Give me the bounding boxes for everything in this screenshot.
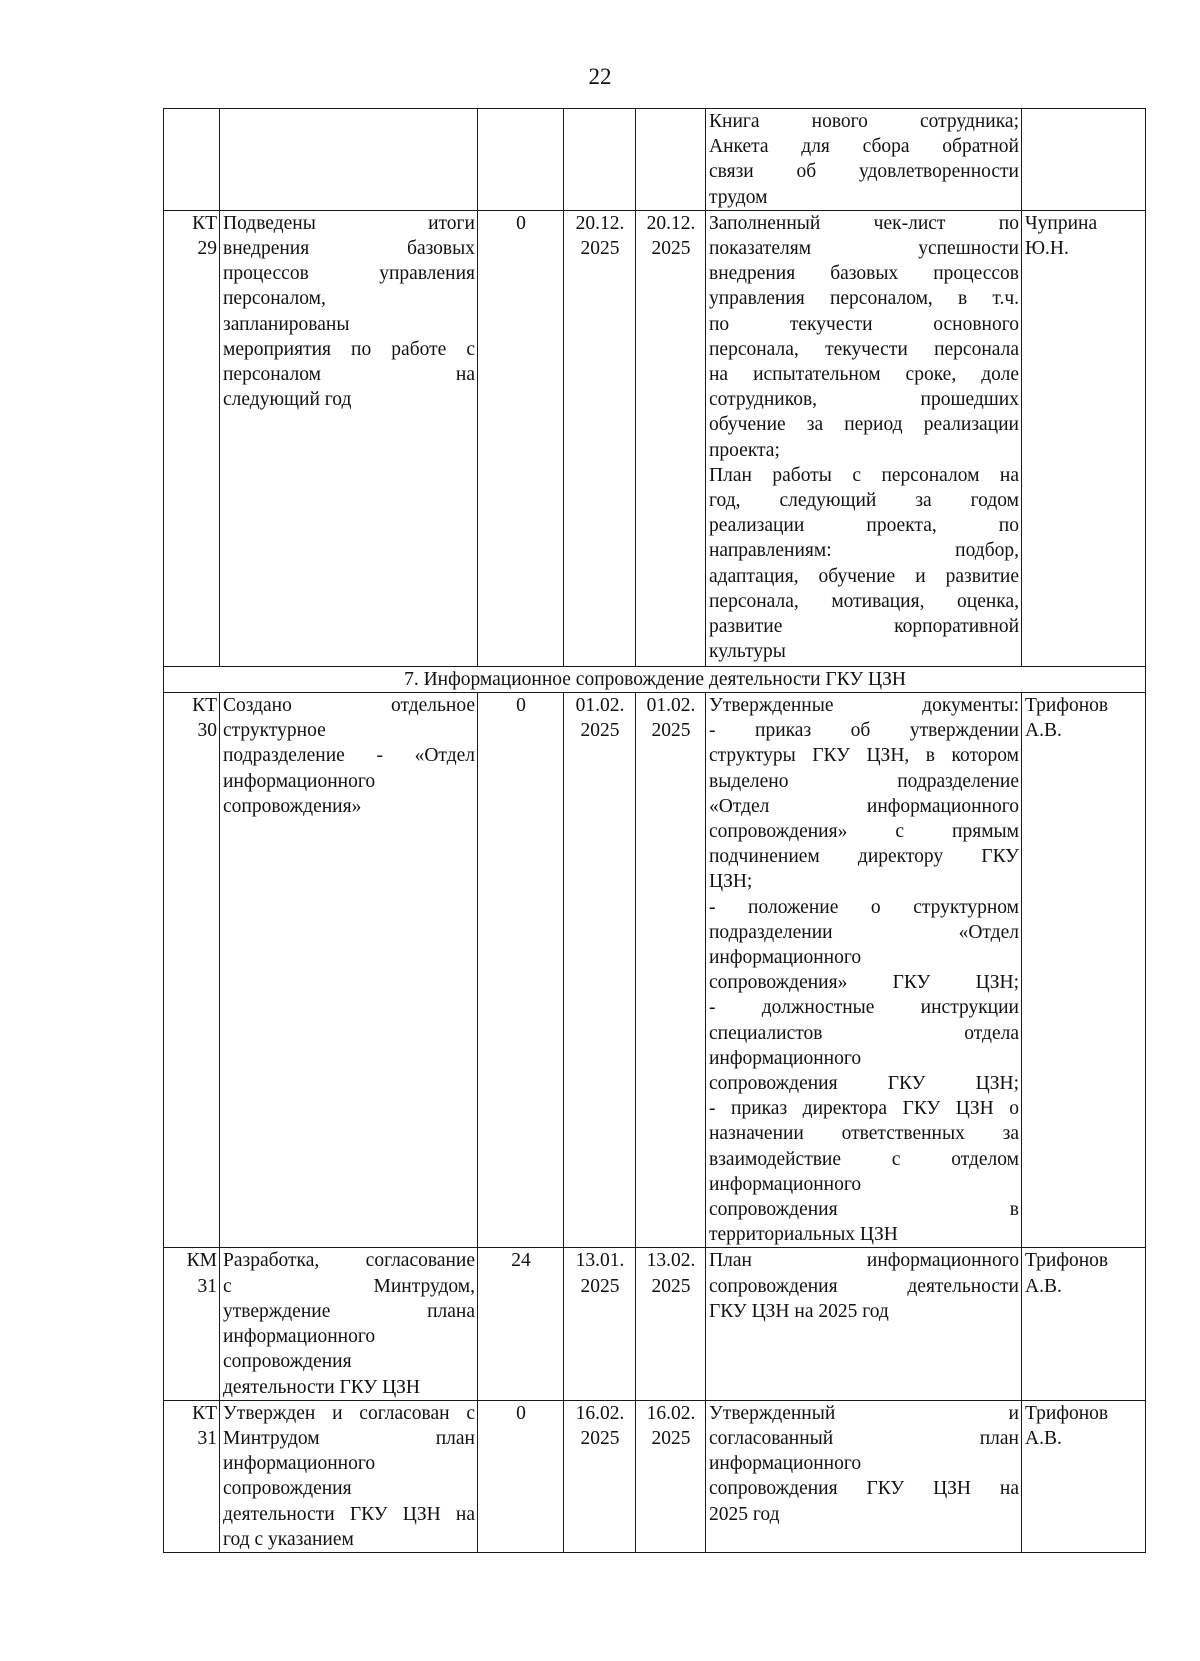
date-line: 01.02. [575,695,625,717]
result-line: внедрения базовых процессов [709,263,1019,285]
code-line: 30 [197,720,217,742]
date-line: 13.01. [575,1250,625,1272]
duration-cell: 0 [478,1400,564,1552]
name-line: с Минтрудом, [223,1275,475,1297]
result-line: управления персоналом, в т.ч. [709,288,1019,310]
result-line: подчинением директору ГКУ [709,846,1019,868]
result-line: персонала, текучести персонала [709,338,1019,360]
code-line: 29 [197,238,217,260]
end-date-cell [636,1248,706,1400]
table-row [164,109,1146,211]
result-line: специалистов отдела [709,1022,1019,1044]
date-line: 2025 [580,1275,620,1297]
code-cell [164,1248,220,1400]
result-line: показателям успешности [709,238,1019,260]
result-line: культуры [709,641,786,663]
responsible-line: Трифонов [1025,695,1109,717]
date-line: 16.02. [575,1402,625,1424]
result-line: План работы с персоналом на [709,464,1019,486]
name-line: сопровождения [223,1478,352,1500]
code-cell [164,693,220,1248]
page-number: 22 [588,64,612,89]
responsible-cell [1022,210,1146,666]
result-line: структуры ГКУ ЦЗН, в котором [709,745,1019,767]
table-row [164,1248,1146,1400]
code-line: КМ [186,1250,217,1272]
result-line: трудом [709,186,768,208]
code-line: КТ [192,212,217,234]
result-cell [706,693,1022,1248]
result-line: направлениям: подбор, [709,540,1019,562]
name-cell [220,1400,478,1552]
name-line: персоналом, [223,288,326,310]
result-line: связи об удовлетворенности [709,161,1019,183]
responsible-line: Ю.Н. [1025,238,1069,260]
duration-cell: 0 [478,693,564,1248]
start-date-cell [564,109,636,211]
duration-cell: 0 [478,210,564,666]
section-row [164,666,1146,692]
table-row [164,1400,1146,1552]
name-line: мероприятия по работе с [223,338,475,360]
plan-table [163,108,1146,1553]
result-line: ЦЗН; [709,871,753,893]
date-line: 2025 [651,1275,691,1297]
name-line: информационного [223,1453,376,1475]
code-line: КТ [192,1402,217,1424]
result-line: персонала, мотивация, оценка, [709,590,1019,612]
date-line: 2025 [580,238,620,260]
result-line: - приказ об утверждении [709,720,1019,742]
result-line: сопровождения деятельности [709,1275,1019,1297]
name-line: подразделение - «Отдел [223,745,475,767]
date-line: 20.12. [575,212,625,234]
result-line: информационного [709,1453,862,1475]
result-line: - положение о структурном [709,896,1019,918]
name-line: Утвержден и согласован с [223,1402,475,1424]
section-heading: 7. Информационное сопровождение деятельности ГКУ ЦЗН [164,666,1146,692]
name-cell [220,693,478,1248]
code-cell [164,1400,220,1552]
date-line: 2025 [651,720,691,742]
result-line: адаптация, обучение и развитие [709,565,1019,587]
start-date-cell [564,1248,636,1400]
name-line: внедрения базовых [223,238,475,260]
result-line: Анкета для сбора обратной [709,136,1019,158]
date-line: 01.02. [646,695,696,717]
responsible-cell [1022,693,1146,1248]
date-line: 2025 [651,238,691,260]
name-line: информационного [223,770,376,792]
code-line: 31 [197,1427,217,1449]
name-line: структурное [223,720,326,742]
responsible-line: Трифонов [1025,1250,1109,1272]
responsible-cell [1022,1248,1146,1400]
date-line: 13.02. [646,1250,696,1272]
end-date-cell [636,210,706,666]
result-cell [706,210,1022,666]
code-cell [164,210,220,666]
end-date-cell [636,1400,706,1552]
name-line: информационного [223,1326,376,1348]
responsible-line: Трифонов [1025,1402,1109,1424]
responsible-cell [1022,1400,1146,1552]
name-line: сопровождения [223,1351,352,1373]
date-line: 2025 [580,720,620,742]
name-line: Минтрудом план [223,1427,475,1449]
result-line: согласованный план [709,1427,1019,1449]
end-date-cell [636,693,706,1248]
result-line: сопровождения ГКУ ЦЗН; [709,1073,1019,1095]
responsible-line: А.В. [1025,1275,1062,1297]
result-line: ГКУ ЦЗН на 2025 год [709,1300,889,1322]
code-line: 31 [197,1275,217,1297]
name-line: деятельности ГКУ ЦЗН [223,1376,421,1398]
result-line: по текучести основного [709,313,1019,335]
result-cell [706,109,1022,211]
result-line: Заполненный чек-лист по [709,212,1019,234]
name-line: год с указанием [223,1528,354,1550]
result-line: развитие корпоративной [709,616,1019,638]
result-line: год, следующий за годом [709,490,1019,512]
responsible-line: А.В. [1025,720,1062,742]
start-date-cell [564,1400,636,1552]
result-cell [706,1248,1022,1400]
responsible-cell [1022,109,1146,211]
result-line: - приказ директора ГКУ ЦЗН о [709,1098,1019,1120]
result-line: выделено подразделение [709,770,1019,792]
result-line: Книга нового сотрудника; [709,111,1019,132]
responsible-line: А.В. [1025,1427,1062,1449]
result-line: проекта; [709,439,780,461]
result-line: взаимодействие с отделом [709,1148,1019,1170]
date-line: 20.12. [646,212,696,234]
result-line: назначении ответственных за [709,1123,1019,1145]
result-line: сопровождения» ГКУ ЦЗН; [709,972,1019,994]
name-line: Подведены итоги [223,212,475,234]
name-line: процессов управления [223,263,475,285]
result-line: - должностные инструкции [709,997,1019,1019]
name-line: Разработка, согласование [223,1250,475,1272]
name-line: персоналом на [223,364,475,386]
result-line: Утвержденные документы: [709,695,1019,717]
result-line: «Отдел информационного [709,795,1019,817]
date-line: 2025 [651,1427,691,1449]
result-line: на испытательном сроке, доле [709,364,1019,386]
name-cell [220,1248,478,1400]
result-line: информационного [709,1047,862,1069]
result-line: сопровождения в [709,1199,1019,1221]
code-line: КТ [192,695,217,717]
result-line: 2025 год [709,1503,780,1525]
result-line: Утвержденный и [709,1402,1019,1424]
date-line: 2025 [580,1427,620,1449]
name-cell [220,210,478,666]
duration-cell [478,109,564,211]
name-line: сопровождения» [223,795,362,817]
code-cell [164,109,220,211]
result-line: реализации проекта, по [709,515,1019,537]
name-line: деятельности ГКУ ЦЗН на [223,1503,475,1525]
result-line: информационного [709,1173,862,1195]
responsible-line: Чуприна [1025,212,1098,234]
result-line: подразделении «Отдел [709,921,1019,943]
duration-cell: 24 [478,1248,564,1400]
table-row [164,210,1146,666]
date-line: 16.02. [646,1402,696,1424]
start-date-cell [564,693,636,1248]
name-line: Создано отдельное [223,695,475,717]
name-line: запланированы [223,313,350,335]
name-line: следующий год [223,389,352,411]
start-date-cell [564,210,636,666]
result-line: обучение за период реализации [709,414,1019,436]
table-row [164,693,1146,1248]
result-line: План информационного [709,1250,1019,1272]
result-line: сопровождения ГКУ ЦЗН на [709,1478,1019,1500]
name-line: утверждение плана [223,1300,475,1322]
result-line: информационного [709,947,862,969]
end-date-cell [636,109,706,211]
result-line: сопровождения» с прямым [709,821,1019,843]
result-cell [706,1400,1022,1552]
name-cell [220,109,478,211]
result-line: территориальных ЦЗН [709,1224,898,1246]
result-line: сотрудников, прошедших [709,389,1019,411]
